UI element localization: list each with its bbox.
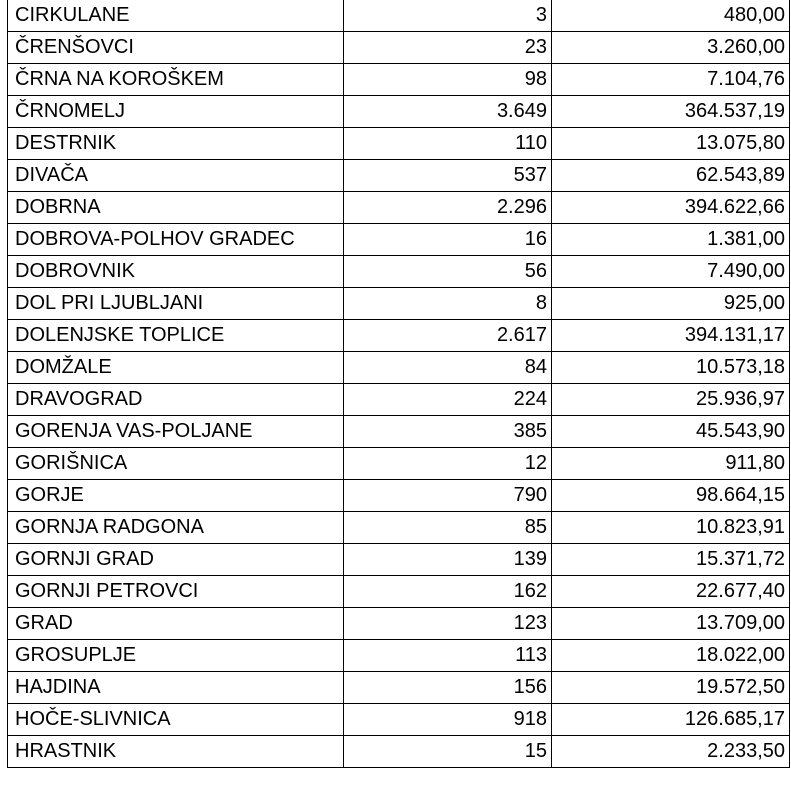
municipality-name-cell: HOČE-SLIVNICA <box>8 704 344 736</box>
amount-cell: 1.381,00 <box>552 224 790 256</box>
municipality-name-cell: GORIŠNICA <box>8 448 344 480</box>
amount-cell: 10.823,91 <box>552 512 790 544</box>
table-row <box>8 416 790 448</box>
municipality-name-cell: GORNJI PETROVCI <box>8 576 344 608</box>
amount-cell: 18.022,00 <box>552 640 790 672</box>
amount-cell: 98.664,15 <box>552 480 790 512</box>
table-row <box>8 448 790 480</box>
table-row <box>8 544 790 576</box>
table-row <box>8 512 790 544</box>
municipality-name-cell: GORJE <box>8 480 344 512</box>
count-cell: 23 <box>344 32 552 64</box>
count-cell: 918 <box>344 704 552 736</box>
table-row <box>8 480 790 512</box>
amount-cell: 480,00 <box>552 0 790 32</box>
amount-cell: 10.573,18 <box>552 352 790 384</box>
table-row <box>8 224 790 256</box>
count-cell: 110 <box>344 128 552 160</box>
municipality-name-cell: DIVAČA <box>8 160 344 192</box>
table-row <box>8 640 790 672</box>
count-cell: 790 <box>344 480 552 512</box>
municipality-name-cell: DRAVOGRAD <box>8 384 344 416</box>
municipality-name-cell: ČRENŠOVCI <box>8 32 344 64</box>
count-cell: 162 <box>344 576 552 608</box>
amount-cell: 62.543,89 <box>552 160 790 192</box>
municipality-name-cell: ČRNOMELJ <box>8 96 344 128</box>
amount-cell: 911,80 <box>552 448 790 480</box>
amount-cell: 2.233,50 <box>552 736 790 768</box>
amount-cell: 364.537,19 <box>552 96 790 128</box>
municipality-name-cell: CIRKULANE <box>8 0 344 32</box>
table-row <box>8 704 790 736</box>
count-cell: 56 <box>344 256 552 288</box>
table-row <box>8 128 790 160</box>
count-cell: 15 <box>344 736 552 768</box>
municipality-name-cell: DOLENJSKE TOPLICE <box>8 320 344 352</box>
amount-cell: 13.709,00 <box>552 608 790 640</box>
amount-cell: 25.936,97 <box>552 384 790 416</box>
count-cell: 123 <box>344 608 552 640</box>
amount-cell: 394.622,66 <box>552 192 790 224</box>
amount-cell: 13.075,80 <box>552 128 790 160</box>
table-row <box>8 576 790 608</box>
count-cell: 8 <box>344 288 552 320</box>
table-row <box>8 192 790 224</box>
count-cell: 84 <box>344 352 552 384</box>
amount-cell: 7.104,76 <box>552 64 790 96</box>
count-cell: 2.296 <box>344 192 552 224</box>
count-cell: 2.617 <box>344 320 552 352</box>
table-row <box>8 384 790 416</box>
municipality-name-cell: GRAD <box>8 608 344 640</box>
count-cell: 3.649 <box>344 96 552 128</box>
municipality-name-cell: GORENJA VAS-POLJANE <box>8 416 344 448</box>
table-row <box>8 352 790 384</box>
amount-cell: 925,00 <box>552 288 790 320</box>
table-row <box>8 64 790 96</box>
count-cell: 385 <box>344 416 552 448</box>
amount-cell: 7.490,00 <box>552 256 790 288</box>
count-cell: 113 <box>344 640 552 672</box>
amount-cell: 394.131,17 <box>552 320 790 352</box>
amount-cell: 15.371,72 <box>552 544 790 576</box>
table-row <box>8 736 790 768</box>
count-cell: 98 <box>344 64 552 96</box>
municipality-name-cell: DOBRNA <box>8 192 344 224</box>
municipality-name-cell: GROSUPLJE <box>8 640 344 672</box>
count-cell: 12 <box>344 448 552 480</box>
table-row <box>8 320 790 352</box>
municipality-name-cell: HAJDINA <box>8 672 344 704</box>
table-row <box>8 96 790 128</box>
municipality-name-cell: DOMŽALE <box>8 352 344 384</box>
municipality-name-cell: GORNJI GRAD <box>8 544 344 576</box>
amount-cell: 19.572,50 <box>552 672 790 704</box>
count-cell: 85 <box>344 512 552 544</box>
count-cell: 3 <box>344 0 552 32</box>
municipality-name-cell: HRASTNIK <box>8 736 344 768</box>
table-body <box>8 0 790 768</box>
count-cell: 537 <box>344 160 552 192</box>
municipality-name-cell: DOL PRI LJUBLJANI <box>8 288 344 320</box>
table-row <box>8 32 790 64</box>
table-row <box>8 256 790 288</box>
amount-cell: 3.260,00 <box>552 32 790 64</box>
count-cell: 156 <box>344 672 552 704</box>
count-cell: 224 <box>344 384 552 416</box>
municipality-name-cell: GORNJA RADGONA <box>8 512 344 544</box>
municipality-name-cell: DESTRNIK <box>8 128 344 160</box>
municipality-name-cell: DOBROVA-POLHOV GRADEC <box>8 224 344 256</box>
table-row <box>8 160 790 192</box>
amount-cell: 45.543,90 <box>552 416 790 448</box>
municipality-table <box>7 0 790 768</box>
table-row <box>8 0 790 32</box>
count-cell: 16 <box>344 224 552 256</box>
amount-cell: 22.677,40 <box>552 576 790 608</box>
table-row <box>8 672 790 704</box>
count-cell: 139 <box>344 544 552 576</box>
amount-cell: 126.685,17 <box>552 704 790 736</box>
municipality-name-cell: ČRNA NA KOROŠKEM <box>8 64 344 96</box>
table-row <box>8 608 790 640</box>
municipality-name-cell: DOBROVNIK <box>8 256 344 288</box>
table-row <box>8 288 790 320</box>
